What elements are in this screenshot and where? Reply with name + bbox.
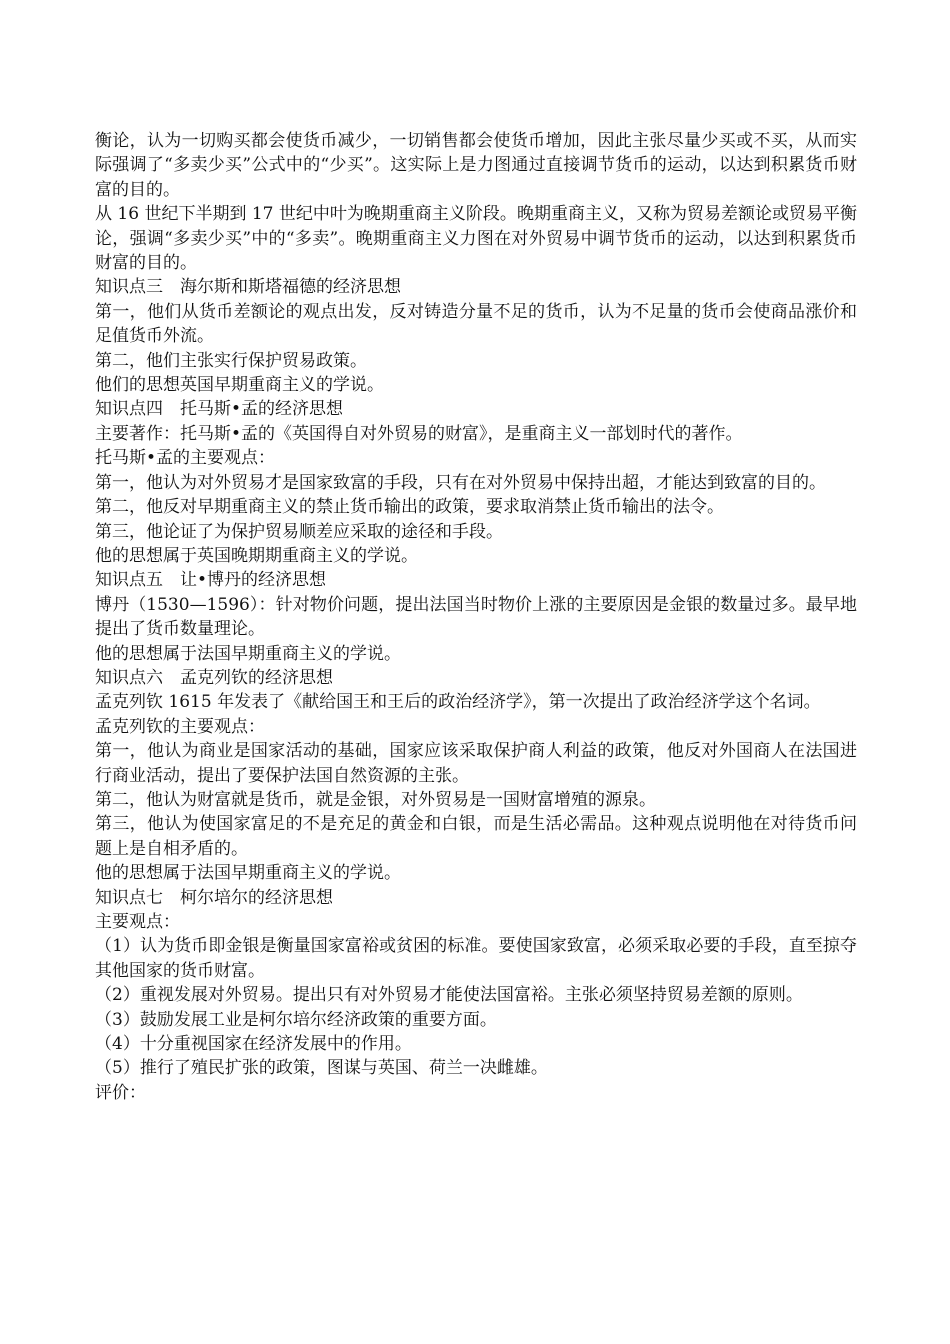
paragraph: 第二，他们主张实行保护贸易政策。	[95, 350, 367, 371]
list-item: （5）推行了殖民扩张的政策，图谋与英国、荷兰一决雌雄。	[95, 1058, 548, 1079]
paragraph: 从 16 世纪下半期到 17 世纪中叶为晚期重商主义阶段。晚期重商主义，又称为贸易差额论或贸易平衡论，强调“多卖少买”中的“多卖”。晚期重商主义力图在对外贸易中调节货币的运动，以达到积累货币财富的目的。	[95, 204, 857, 274]
list-item: （4）十分重视国家在经济发展中的作用。	[95, 1034, 412, 1055]
paragraph: 第一，他认为对外贸易才是国家致富的手段，只有在对外贸易中保持出超，才能达到致富的目的。	[95, 472, 826, 493]
paragraph: 他的思想属于法国早期重商主义的学说。	[95, 643, 401, 664]
paragraph: 第三，他论证了为保护贸易顺差应采取的途径和手段。	[95, 521, 503, 542]
paragraph: 孟克列钦的主要观点：	[95, 716, 265, 737]
paragraph: 主要著作：托马斯•孟的《英国得自对外贸易的财富》，是重商主义一部划时代的著作。	[95, 423, 743, 444]
section-heading: 知识点六 孟克列钦的经济思想	[95, 667, 333, 688]
paragraph: 他的思想属于英国晚期期重商主义的学说。	[95, 545, 418, 566]
list-item: （3）鼓励发展工业是柯尔培尔经济政策的重要方面。	[95, 1009, 497, 1030]
paragraph: 主要观点：	[95, 912, 180, 932]
section-heading: 知识点七 柯尔培尔的经济思想	[95, 887, 333, 908]
section-heading: 知识点四 托马斯•孟的经济思想	[95, 399, 344, 420]
section-heading: 知识点三 海尔斯和斯塔福德的经济思想	[95, 277, 401, 298]
list-item: （1）认为货币即金银是衡量国家富裕或贫困的标准。要使国家致富，必须采取必要的手段，直至掠夺其他国家的货币财富。	[95, 936, 857, 981]
paragraph: 第二，他反对早期重商主义的禁止货币输出的政策，要求取消禁止货币输出的法令。	[95, 497, 724, 518]
paragraph: 第一，他们从货币差额论的观点出发，反对铸造分量不足的货币，认为不足量的货币会使商品涨价和足值货币外流。	[95, 301, 857, 347]
paragraph: 他们的思想英国早期重商主义的学说。	[95, 375, 384, 396]
paragraph: 托马斯•孟的主要观点：	[95, 448, 276, 469]
paragraph: 博丹（1530—1596）：针对物价问题，提出法国当时物价上涨的主要原因是金银的数量过多。最早地提出了货币数量理论。	[95, 594, 857, 640]
paragraph: 衡论，认为一切购买都会使货币减少，一切销售都会使货币增加，因此主张尽量少买或不买，从而实际强调了“多卖少买”公式中的“少买”。这实际上是力图通过直接调节货币的运动，以达到积累货币财富的目的。	[95, 131, 857, 200]
paragraph: 评价：	[95, 1082, 146, 1103]
paragraph: 他的思想属于法国早期重商主义的学说。	[95, 863, 401, 884]
paragraph: 第三，他认为使国家富足的不是充足的黄金和白银，而是生活必需品。这种观点说明他在对待货币问题上是自相矛盾的。	[95, 814, 857, 859]
paragraph: 第二，他认为财富就是货币，就是金银，对外贸易是一国财富增殖的源泉。	[95, 789, 656, 810]
section-heading: 知识点五 让•博丹的经济思想	[95, 570, 327, 591]
paragraph: 孟克列钦 1615 年发表了《献给国王和王后的政治经济学》，第一次提出了政治经济学这个名词。	[95, 692, 821, 713]
document-body	[95, 129, 857, 1105]
paragraph: 第一，他认为商业是国家活动的基础，国家应该采取保护商人利益的政策，他反对外国商人在法国进行商业活动，提出了要保护法国自然资源的主张。	[95, 741, 857, 786]
list-item: （2）重视发展对外贸易。提出只有对外贸易才能使法国富裕。主张必须坚持贸易差额的原则。	[95, 985, 803, 1006]
